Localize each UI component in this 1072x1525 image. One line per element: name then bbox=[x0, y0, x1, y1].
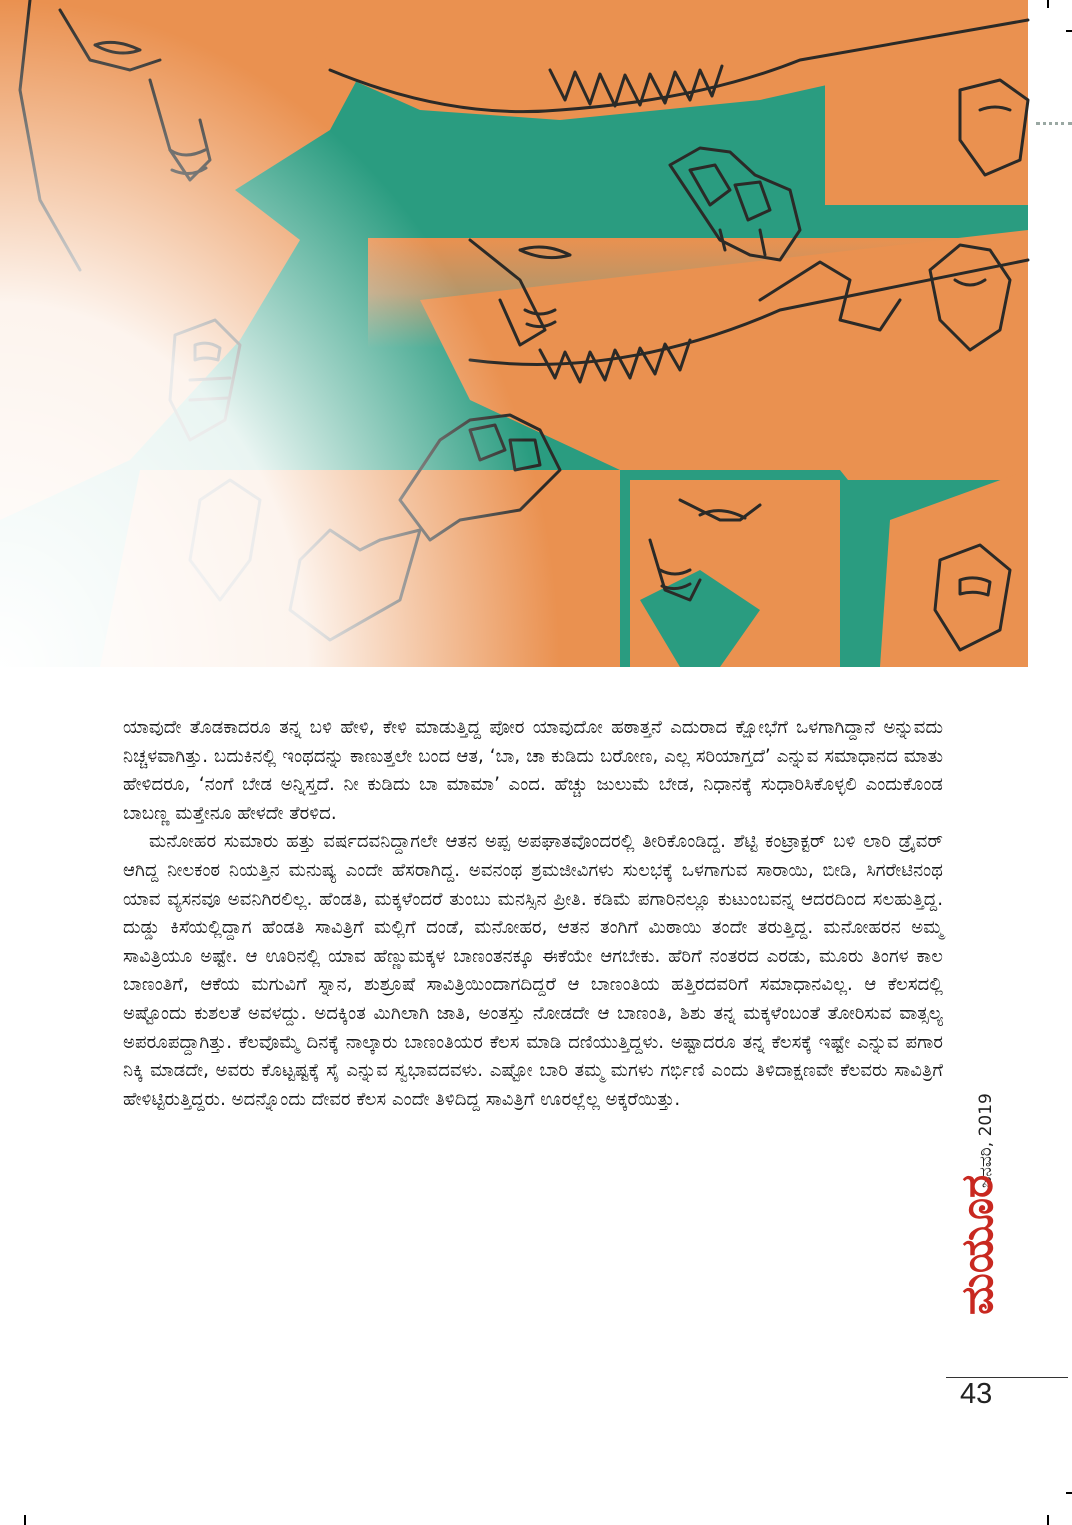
dotted-leader bbox=[1036, 122, 1072, 125]
article-paragraph-1: ಯಾವುದೇ ತೊಡಕಾದರೂ ತನ್ನ ಬಳಿ ಹೇಳಿ, ಕೇಳಿ ಮಾಡುತ್ತಿದ್ದ ಪೋರ ಯಾವುದೋ ಹಠಾತ್ತನೆ ಎದುರಾದ ಕ್ಷೋಭೆಗೆ ಒಳಗಾಗಿದ್ದಾನೆ ಅನ್ನುವದು ನಿಚ್ಚಳವಾಗಿತ್ತು. ಬದುಕಿನಲ್ಲಿ ಇಂಥದನ್ನು ಕಾಣುತ್ತಲೇ ಬಂದ ಆತ, ‘ಬಾ, ಚಾ ಕುಡಿದು ಬರೋಣ, ಎಲ್ಲ ಸರಿಯಾಗ್ತದೆ’ ಎನ್ನುವ ಸಮಾಧಾನದ ಮಾತು ಹೇಳಿದರೂ, ‘ನಂಗೆ ಬೇಡ ಅನ್ನಿಸ್ತದೆ. ನೀ ಕುಡಿದು ಬಾ ಮಾಮಾ’ ಎಂದ. ಹೆಚ್ಚು ಜುಲುಮೆ ಬೇಡ, ನಿಧಾನಕ್ಕೆ ಸುಧಾರಿಸಿಕೊಳ್ಳಲಿ ಎಂದುಕೊಂಡ ಬಾಬಣ್ಣ ಮತ್ತೇನೂ ಹೇಳದೇ ತೆರಳಿದ. bbox=[123, 717, 943, 824]
story-illustration bbox=[0, 0, 1072, 672]
crop-mark-bottom-left bbox=[24, 1515, 26, 1525]
article-paragraph-2: ಮನೋಹರ ಸುಮಾರು ಹತ್ತು ವರ್ಷದವನಿದ್ದಾಗಲೇ ಆತನ ಅಪ್ಪ ಅಪಘಾತವೊಂದರಲ್ಲಿ ತೀರಿಕೊಂಡಿದ್ದ. ಶೆಟ್ಟಿ ಕಂಟ್ರಾಕ್ಟರ್ ಬಳಿ ಲಾರಿ ಡ್ರೈವರ್ ಆಗಿದ್ದ ನೀಲಕಂಠ ನಿಯತ್ತಿನ ಮನುಷ್ಯ ಎಂದೇ ಹೆಸರಾಗಿದ್ದ. ಅವನಂಥ ಶ್ರಮಜೀವಿಗಳು ಸುಲಭಕ್ಕೆ ಒಳಗಾಗುವ ಸಾರಾಯಿ, ಬೀಡಿ, ಸಿಗರೇಟಿನಂಥ ಯಾವ ವ್ಯಸನವೂ ಅವನಿಗಿರಲಿಲ್ಲ. ಹೆಂಡತಿ, ಮಕ್ಕಳೆಂದರೆ ತುಂಬು ಮನಸ್ಸಿನ ಪ್ರೀತಿ. ಕಡಿಮೆ ಪಗಾರಿನಲ್ಲೂ ಕುಟುಂಬವನ್ನ ಆದರದಿಂದ ಸಲಹುತ್ತಿದ್ದ. ದುಡ್ಡು ಕಿಸೆಯಲ್ಲಿದ್ದಾಗ ಹೆಂಡತಿ ಸಾವಿತ್ರಿಗೆ ಮಲ್ಲಿಗೆ ದಂಡೆ, ಮನೋಹರ, ಆತನ ತಂಗಿಗೆ ಮಿಠಾಯಿ ತಂದೇ ತರುತ್ತಿದ್ದ. ಮನೋಹರನ ಅಮ್ಮ ಸಾವಿತ್ರಿಯೂ ಅಷ್ಟೇ. ಆ ಊರಿನಲ್ಲಿ ಯಾವ ಹೆಣ್ಣುಮಕ್ಕಳ ಬಾಣಂತನಕ್ಕೂ ಈಕೆಯೇ ಆಗಬೇಕು. ಹೆರಿಗೆ ನಂತರದ ಎರಡು, ಮೂರು ತಿಂಗಳ ಕಾಲ ಬಾಣಂತಿಗೆ, ಆಕೆಯ ಮಗುವಿಗೆ ಸ್ನಾನ, ಶುಶ್ರೂಷೆ ಸಾವಿತ್ರಿಯಿಂದಾಗದಿದ್ದರೆ ಆ ಬಾಣಂತಿಯ ಹತ್ತಿರದವರಿಗೆ ಸಮಾಧಾನವಿಲ್ಲ. ಆ ಕೆಲಸದಲ್ಲಿ ಅಷ್ಟೊಂದು ಕುಶಲತೆ ಅವಳದ್ದು. ಅದಕ್ಕಿಂತ ಮಿಗಿಲಾಗಿ ಜಾತಿ, ಅಂತಸ್ತು ನೋಡದೇ ಆ ಬಾಣಂತಿ, ಶಿಶು ತನ್ನ ಮಕ್ಕಳೆಂಬಂತೆ ತೋರಿಸುವ ವಾತ್ಸಲ್ಯ ಅಪರೂಪದ್ದಾಗಿತ್ತು. ಕೆಲವೊಮ್ಮೆ ದಿನಕ್ಕೆ ನಾಲ್ಕಾರು ಬಾಣಂತಿಯರ ಕೆಲಸ ಮಾಡಿ ದಣಿಯುತ್ತಿದ್ದಳು. ಅಷ್ಟಾದರೂ ತನ್ನ ಕೆಲಸಕ್ಕೆ ಇಷ್ಟೇ ಎನ್ನುವ ಪಗಾರ ನಿಕ್ಕಿ ಮಾಡದೇ, ಅವರು ಕೊಟ್ಟಷ್ಟಕ್ಕೆ ಸೈ ಎನ್ನುವ ಸ್ವಭಾವದವಳು. ಎಷ್ಟೋ ಬಾರಿ ತಮ್ಮ ಮಗಳು ಗರ್ಭಿಣಿ ಎಂದು ತಿಳಿದಾಕ್ಷಣವೇ ಕೆಲವರು ಸಾವಿತ್ರಿಗೆ ಹೇಳಿಟ್ಟಿರುತ್ತಿದ್ದರು. ಅದನ್ನೊಂದು ದೇವರ ಕೆಲಸ ಎಂದೇ ತಿಳಿದಿದ್ದ ಸಾವಿತ್ರಿಗೆ ಊರಲ್ಲೆಲ್ಲ ಅಕ್ಕರೆಯಿತ್ತು. bbox=[123, 831, 943, 1110]
magazine-logo bbox=[944, 1165, 1004, 1315]
article-body bbox=[123, 714, 943, 1114]
crop-mark-right-lower bbox=[1066, 1492, 1072, 1494]
page-number: 43 bbox=[960, 1378, 993, 1410]
magazine-logo-text: ಮಯೂರ bbox=[952, 1174, 1003, 1315]
crop-mark-bottom-right bbox=[1047, 1515, 1049, 1525]
issue-date: ಜನವರಿ, 2019 bbox=[976, 1093, 996, 1188]
